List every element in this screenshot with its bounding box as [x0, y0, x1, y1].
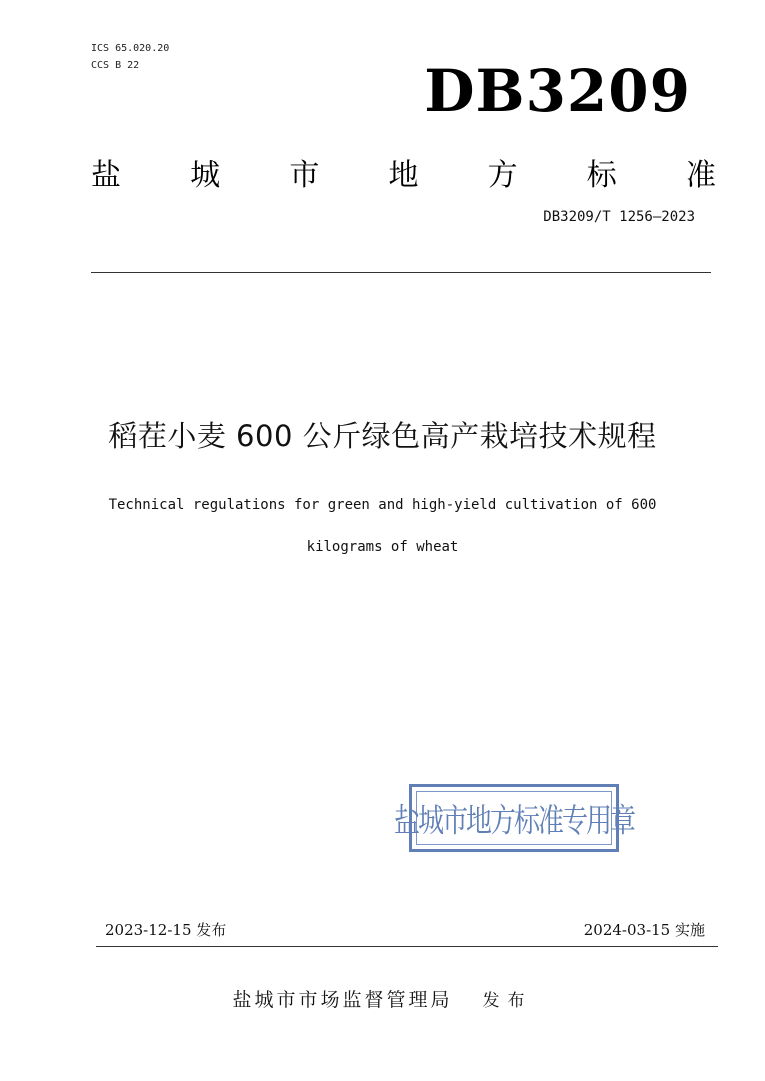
standard-type-char: 城 — [190, 158, 221, 193]
stamp-inner-border — [394, 791, 635, 845]
bottom-divider — [96, 946, 718, 947]
document-title-chinese: 稻茬小麦 600 公斤绿色高产栽培技术规程 — [108, 419, 657, 453]
implementation-date: 2024-03-15 实施 — [583, 921, 705, 939]
classification-codes — [91, 40, 169, 74]
standard-number: DB3209/T 1256—2023 — [543, 209, 695, 225]
stamp-text: 盐城市地方标准专用章 — [394, 802, 635, 840]
db-code: DB3209 — [424, 57, 691, 125]
issuer-name: 盐城市市场监督管理局 — [232, 989, 453, 1011]
standard-type-char: 市 — [289, 158, 320, 193]
document-title-english-line2: kilograms of wheat — [306, 539, 459, 555]
issuer-line — [0, 985, 765, 1012]
standard-type-char: 盐 — [91, 158, 121, 193]
top-divider — [91, 272, 711, 273]
standard-type-char: 地 — [388, 158, 419, 193]
standard-type-char: 方 — [487, 158, 518, 193]
issue-date: 2023-12-15 发布 — [105, 921, 227, 939]
ccs-code: CCS B 22 — [91, 60, 140, 71]
standard-type-char: 准 — [685, 158, 716, 193]
standard-type-char: 标 — [586, 158, 617, 193]
ics-code: ICS 65.020.20 — [91, 43, 170, 54]
standard-type-title — [91, 150, 716, 194]
document-title-english-line1: Technical regulations for green and high-yield cultivation of 600 — [108, 497, 657, 513]
issuer-suffix: 发布 — [482, 991, 533, 1011]
official-seal-stamp — [394, 784, 635, 852]
